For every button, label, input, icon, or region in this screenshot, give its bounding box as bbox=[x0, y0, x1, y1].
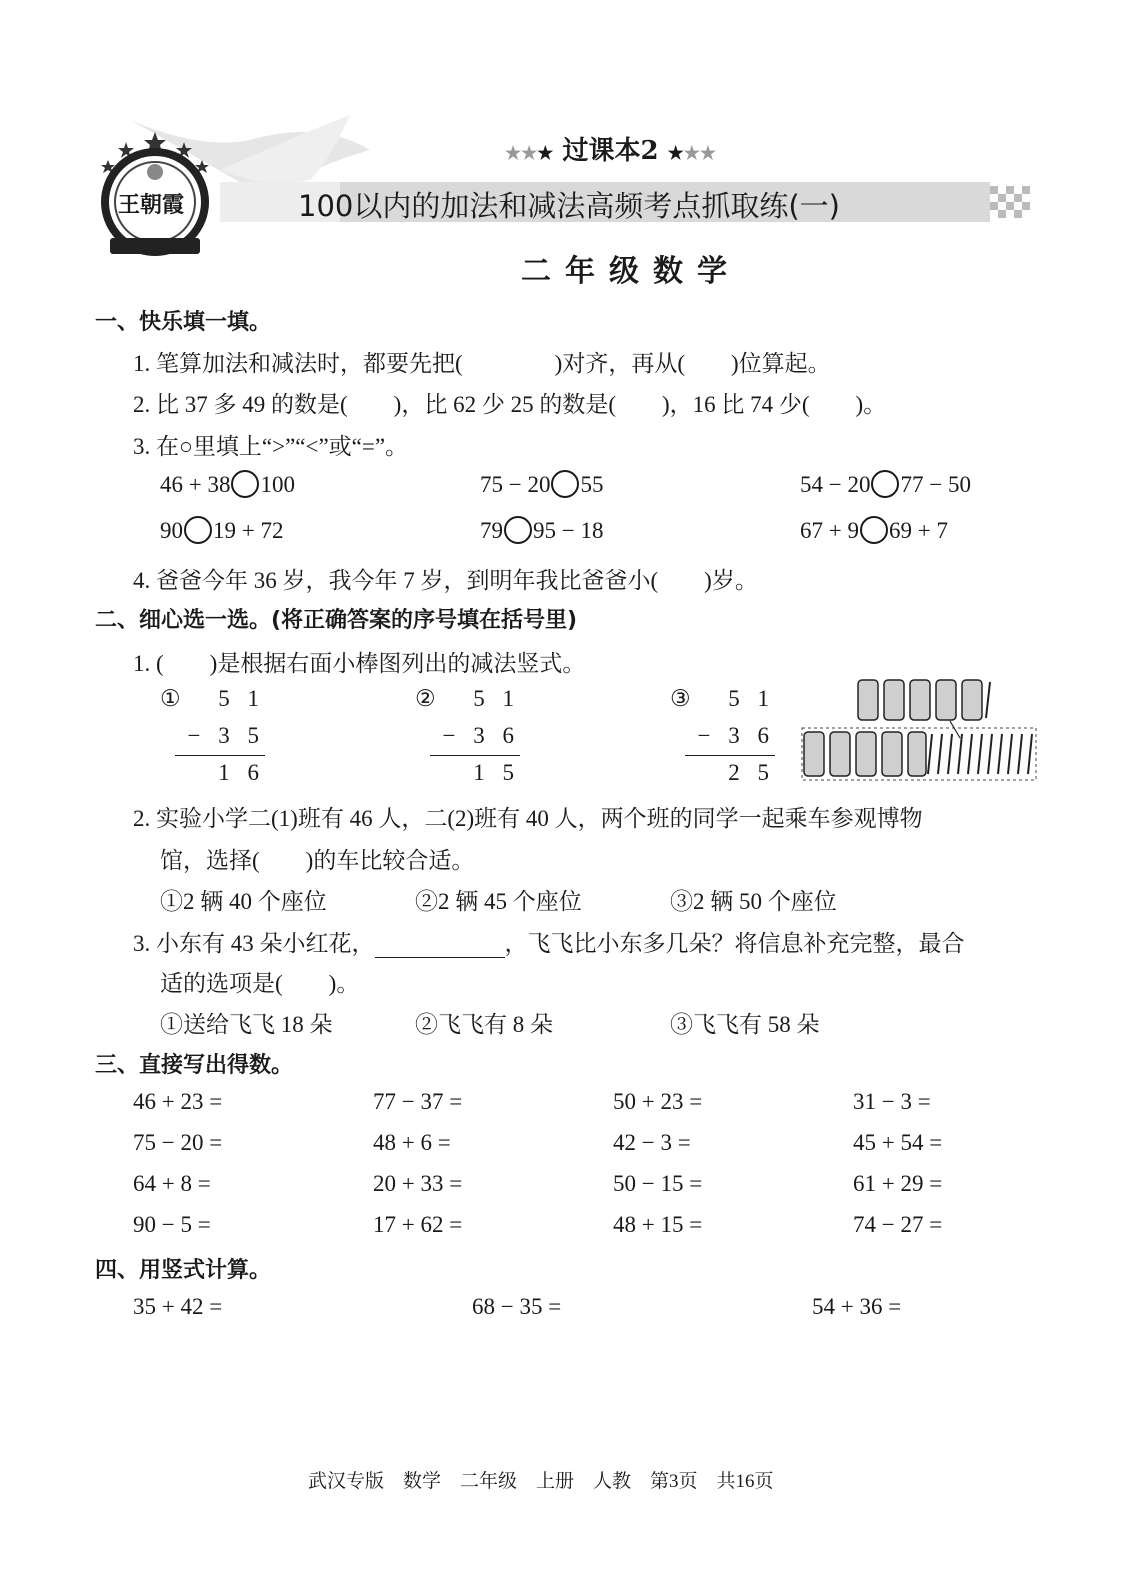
s2-q2-option: ②2 辆 45 个座位 bbox=[415, 889, 582, 914]
option-mark: ② bbox=[415, 686, 436, 711]
mental-calc: 64 + 8 = bbox=[133, 1171, 211, 1196]
section4-heading: 四、用竖式计算。 bbox=[95, 1258, 272, 1283]
star-icon: ★★ bbox=[505, 143, 538, 164]
page-footer: 武汉专版 数学 二年级 上册 人教 第3页 共16页 bbox=[308, 1471, 774, 1492]
mental-calc: 75 − 20 = bbox=[133, 1130, 223, 1155]
s1-q4: 4. 爸爸今年 36 岁，我今年 7 岁，到明年我比爸爸小( )岁。 bbox=[133, 568, 758, 593]
compare-circle[interactable] bbox=[184, 516, 212, 544]
section2-heading: 二、细心选一选。(将正确答案的序号填在括号里) bbox=[95, 608, 578, 633]
mental-calc: 48 + 6 = bbox=[373, 1130, 451, 1155]
section1-heading: 一、快乐填一填。 bbox=[95, 310, 272, 335]
s2-q3-option: ②飞飞有 8 朵 bbox=[415, 1012, 553, 1037]
compare-item: 79 95 − 18 bbox=[480, 518, 603, 547]
page-title: 100以内的加法和减法高频考点抓取练(一) bbox=[298, 189, 840, 223]
mental-calc: 31 − 3 = bbox=[853, 1089, 931, 1114]
star-icon: ★ bbox=[667, 143, 684, 164]
vertical-calc-item: 35 + 42 = bbox=[133, 1294, 223, 1319]
subtitle-text: 过课本2 bbox=[562, 136, 659, 166]
mental-calc: 90 − 5 = bbox=[133, 1212, 211, 1237]
mental-calc: 45 + 54 = bbox=[853, 1130, 943, 1155]
compare-circle[interactable] bbox=[551, 470, 579, 498]
compare-item: 54 − 20 77 − 50 bbox=[800, 472, 971, 501]
logo bbox=[96, 130, 214, 258]
fill-blank[interactable] bbox=[375, 935, 505, 958]
compare-item: 90 19 + 72 bbox=[160, 518, 283, 547]
mental-calc: 42 − 3 = bbox=[613, 1130, 691, 1155]
s2-q2-line1: 2. 实验小学二(1)班有 46 人，二(2)班有 40 人，两个班的同学一起乘车参观博物 bbox=[133, 806, 923, 831]
section3-heading: 三、直接写出得数。 bbox=[95, 1053, 294, 1078]
compare-circle[interactable] bbox=[231, 470, 259, 498]
header-subtitle bbox=[505, 130, 716, 167]
stick-bundle-image bbox=[800, 676, 1040, 786]
star-icon: ★ bbox=[537, 143, 554, 164]
compare-circle[interactable] bbox=[871, 470, 899, 498]
mental-calc: 77 − 37 = bbox=[373, 1089, 463, 1114]
s2-q3-option: ①送给飞飞 18 朵 bbox=[160, 1012, 333, 1037]
mental-calc: 50 − 15 = bbox=[613, 1171, 703, 1196]
option-mark: ③ bbox=[670, 686, 691, 711]
compare-item: 46 + 38 100 bbox=[160, 472, 295, 501]
mental-calc: 48 + 15 = bbox=[613, 1212, 703, 1237]
star-icon: ★★ bbox=[683, 143, 717, 164]
logo-name: 王朝霞 bbox=[118, 192, 185, 218]
vertical-calc-item: 54 + 36 = bbox=[812, 1294, 902, 1319]
vertical-calc: 5 1 − 3 6 2 5 bbox=[685, 680, 775, 791]
mental-calc: 74 − 27 = bbox=[853, 1212, 943, 1237]
mental-calc: 17 + 62 = bbox=[373, 1212, 463, 1237]
compare-circle[interactable] bbox=[504, 516, 532, 544]
vertical-calc: 5 1 − 3 5 1 6 bbox=[175, 680, 265, 791]
s1-q1: 1. 笔算加法和减法时，都要先把( )对齐，再从( )位算起。 bbox=[133, 351, 831, 376]
compare-circle[interactable] bbox=[860, 516, 888, 544]
mental-calc: 46 + 23 = bbox=[133, 1089, 223, 1114]
mental-calc: 61 + 29 = bbox=[853, 1171, 943, 1196]
s1-q2: 2. 比 37 多 49 的数是( )，比 62 少 25 的数是( )，16 比 74 少( )。 bbox=[133, 392, 887, 417]
s2-q1: 1. ( )是根据右面小棒图列出的减法竖式。 bbox=[133, 651, 586, 676]
vertical-calc: 5 1 − 3 6 1 5 bbox=[430, 680, 520, 791]
s2-q3-line1: 3. 小东有 43 朵小红花， ，飞飞比小东多几朵？将信息补充完整，最合 bbox=[133, 931, 965, 956]
s2-q3-option: ③飞飞有 58 朵 bbox=[670, 1012, 820, 1037]
mental-calc: 50 + 23 = bbox=[613, 1089, 703, 1114]
s1-q3: 3. 在○里填上“>”“<”或“=”。 bbox=[133, 434, 409, 459]
s2-q3-line2: 适的选项是( )。 bbox=[160, 971, 360, 996]
vertical-calc-item: 68 − 35 = bbox=[472, 1294, 562, 1319]
s2-q2-option: ①2 辆 40 个座位 bbox=[160, 889, 327, 914]
compare-item: 67 + 9 69 + 7 bbox=[800, 518, 948, 547]
mental-calc: 20 + 33 = bbox=[373, 1171, 463, 1196]
s2-q2-line2: 馆，选择( )的车比较合适。 bbox=[160, 848, 475, 873]
option-mark: ① bbox=[160, 686, 181, 711]
grade-subject: 二年级数学 bbox=[521, 254, 741, 289]
s2-q2-option: ③2 辆 50 个座位 bbox=[670, 889, 837, 914]
compare-item: 75 − 20 55 bbox=[480, 472, 603, 501]
